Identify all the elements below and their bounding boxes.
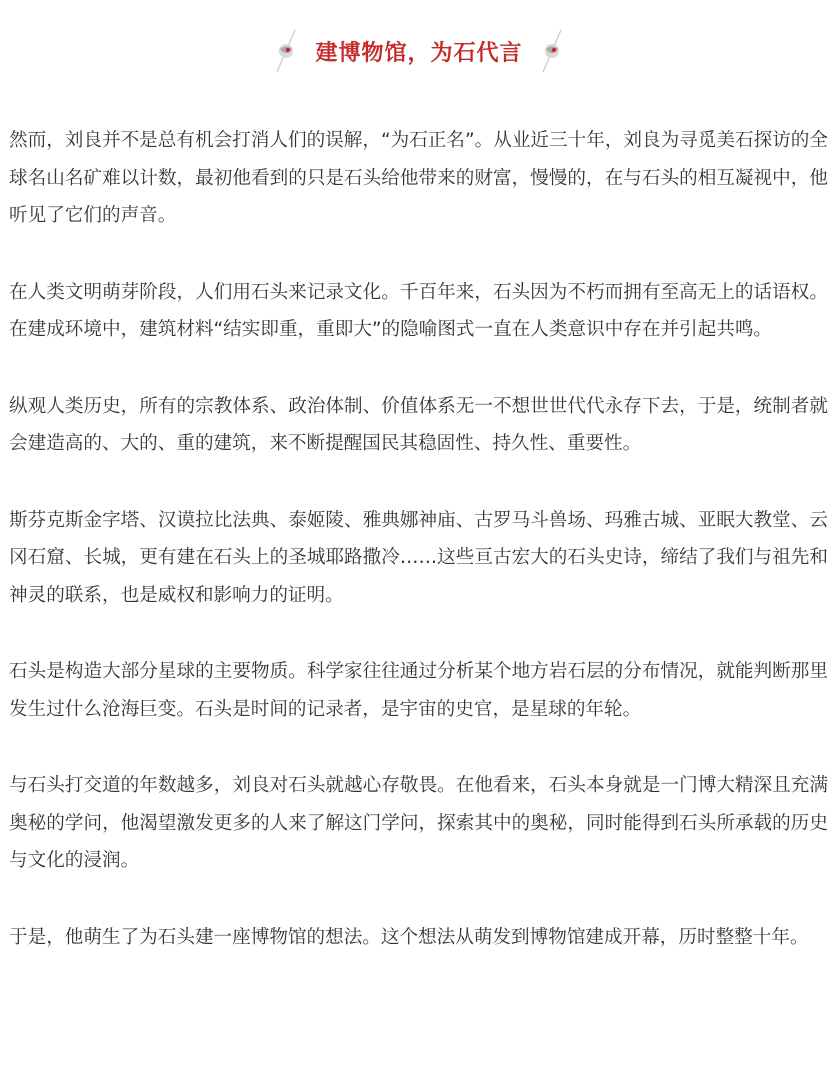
stone-ornament-icon <box>271 26 301 76</box>
section-heading <box>0 15 838 87</box>
paragraph: 然而，刘良并不是总有机会打消人们的误解，“为石正名”。从业近三十年，刘良为寻觅美石探访的全球名山名矿难以计数，最初他看到的只是石头给他带来的财富，慢慢的，在与石头的相互凝视中，他听见了它们的声音。 <box>9 130 828 226</box>
section-title: 建博物馆，为石代言 <box>315 40 523 66</box>
paragraph: 于是，他萌生了为石头建一座博物馆的想法。这个想法从萌发到博物馆建成开幕，历时整整十年。 <box>9 926 809 948</box>
stone-ornament-icon <box>537 26 567 76</box>
paragraph: 斯芬克斯金字塔、汉谟拉比法典、泰姬陵、雅典娜神庙、古罗马斗兽场、玛雅古城、亚眠大教堂、云冈石窟、长城，更有建在石头上的圣城耶路撒冷……这些亘古宏大的石头史诗，缔结了我们与祖先和神灵的联系，也是威权和影响力的证明。 <box>9 509 828 606</box>
article-body <box>0 122 838 956</box>
paragraph: 在人类文明萌芽阶段，人们用石头来记录文化。千百年来，石头因为不朽而拥有至高无上的话语权。在建成环境中，建筑材料“结实即重，重即大”的隐喻图式一直在人类意识中存在并引起共鸣。 <box>9 281 828 340</box>
paragraph: 石头是构造大部分星球的主要物质。科学家往往通过分析某个地方岩石层的分布情况，就能判断那里发生过什么沧海巨变。石头是时间的记录者，是宇宙的史官，是星球的年轮。 <box>9 661 828 720</box>
paragraph: 纵观人类历史，所有的宗教体系、政治体制、价值体系无一不想世世代代永存下去，于是，统制者就会建造高的、大的、重的建筑，来不断提醒国民其稳固性、持久性、重要性。 <box>9 395 828 454</box>
paragraph: 与石头打交道的年数越多，刘良对石头就越心存敬畏。在他看来，石头本身就是一门博大精深且充满奥秘的学问，他渴望激发更多的人来了解这门学问，探索其中的奥秘，同时能得到石头所承载的历史与文化的浸润。 <box>9 775 828 871</box>
